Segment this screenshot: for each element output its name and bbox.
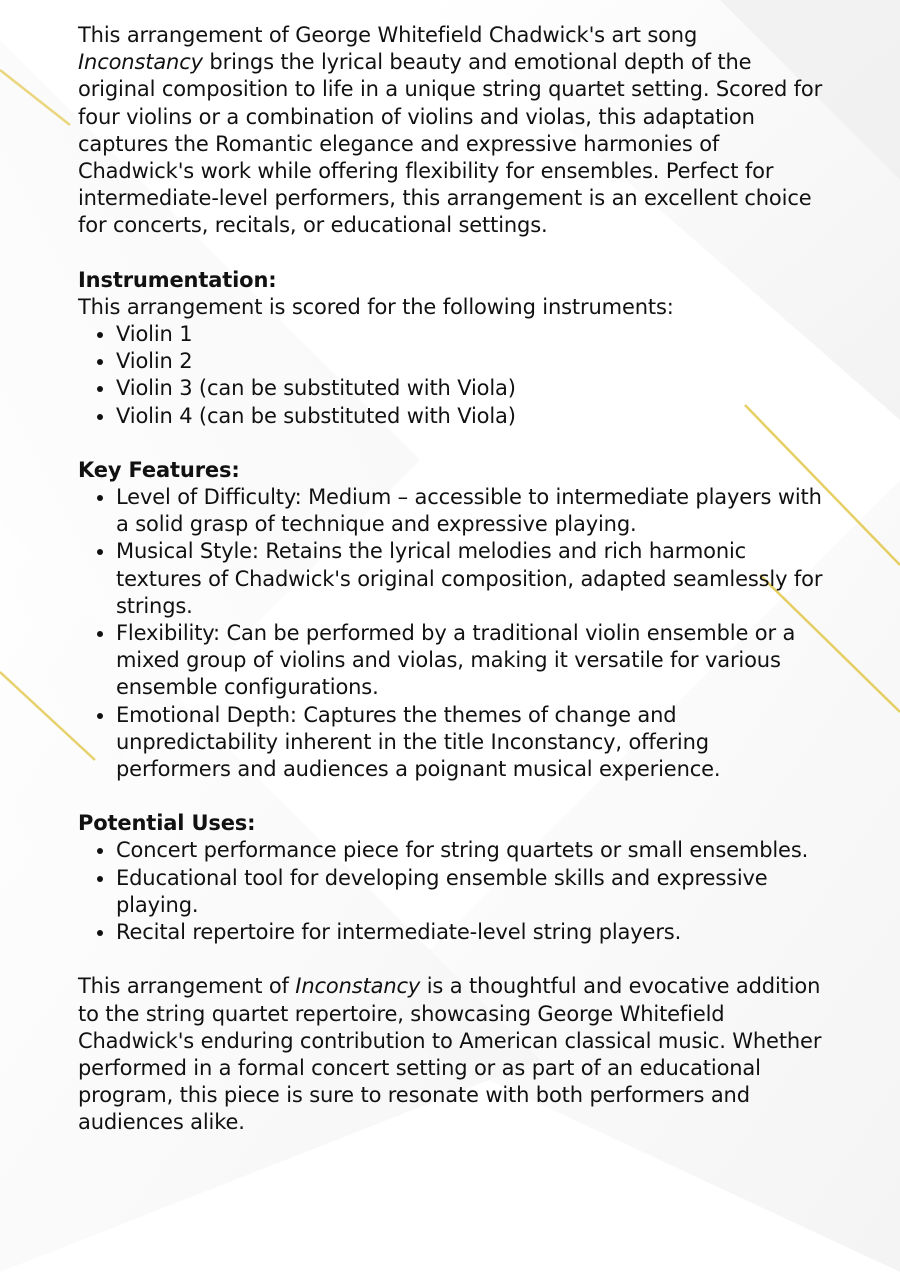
instrument-item: • Violin 2 — [116, 348, 828, 375]
closing-text: This arrangement of — [78, 974, 296, 999]
song-title: Inconstancy — [78, 50, 203, 75]
key-features-heading: Key Features: — [78, 457, 240, 482]
intro-paragraph — [78, 22, 828, 240]
instrumentation-heading: Instrumentation: — [78, 267, 277, 292]
closing-text: is a thoughtful and evocative addition to the string quartet repertoire, showcasing George Whitefield Chadwick's enduring contribution to American classical music. Whether performed in a formal concert setting or as part of an educational program, this piece is sure to resonate with both performers and audiences alike. — [78, 974, 822, 1135]
feature-item: • Musical Style: Retains the lyrical melodies and rich harmonic textures of Chadwick's original composition, adapted seamlessly for strings. — [116, 538, 828, 620]
instrument-item: • Violin 3 (can be substituted with Viola) — [116, 375, 828, 402]
instrumentation-list — [78, 321, 828, 430]
feature-item: • Flexibility: Can be performed by a traditional violin ensemble or a mixed group of violins and violas, making it versatile for various ensemble configurations. — [116, 620, 828, 702]
document-body — [78, 22, 828, 1137]
feature-item: • Level of Difficulty: Medium – accessible to intermediate players with a solid grasp of technique and expressive playing. — [116, 484, 828, 538]
use-item: • Recital repertoire for intermediate-level string players. — [116, 919, 828, 946]
key-features-list — [78, 484, 828, 783]
instrumentation-lead: This arrangement is scored for the following instruments: — [78, 294, 674, 319]
song-title: Inconstancy — [295, 974, 421, 999]
use-item: • Educational tool for developing ensemble skills and expressive playing. — [116, 865, 828, 919]
potential-uses-heading: Potential Uses: — [78, 811, 256, 836]
feature-item: • Emotional Depth: Captures the themes of change and unpredictability inherent in the title Inconstancy, offering performers and audiences a poignant musical experience. — [116, 702, 828, 784]
instrument-item: • Violin 4 (can be substituted with Viola) — [116, 403, 828, 430]
closing-paragraph — [78, 973, 828, 1136]
use-item: • Concert performance piece for string quartets or small ensembles. — [116, 837, 828, 864]
intro-text: This arrangement of George Whitefield Chadwick's art song — [78, 23, 698, 47]
intro-text: brings the lyrical beauty and emotional depth of the original composition to life in a unique string quartet setting. Scored for four violins or a combination of violins and violas, this adaptation captures the Romantic elegance and expressive harmonies of Chadwick's work while offering flexibility for ensembles. Perfect for intermediate-level performers, this arrangement is an excellent choice for concerts, recitals, or educational settings. — [78, 50, 823, 238]
instrument-item: • Violin 1 — [116, 321, 828, 348]
potential-uses-list — [78, 837, 828, 946]
